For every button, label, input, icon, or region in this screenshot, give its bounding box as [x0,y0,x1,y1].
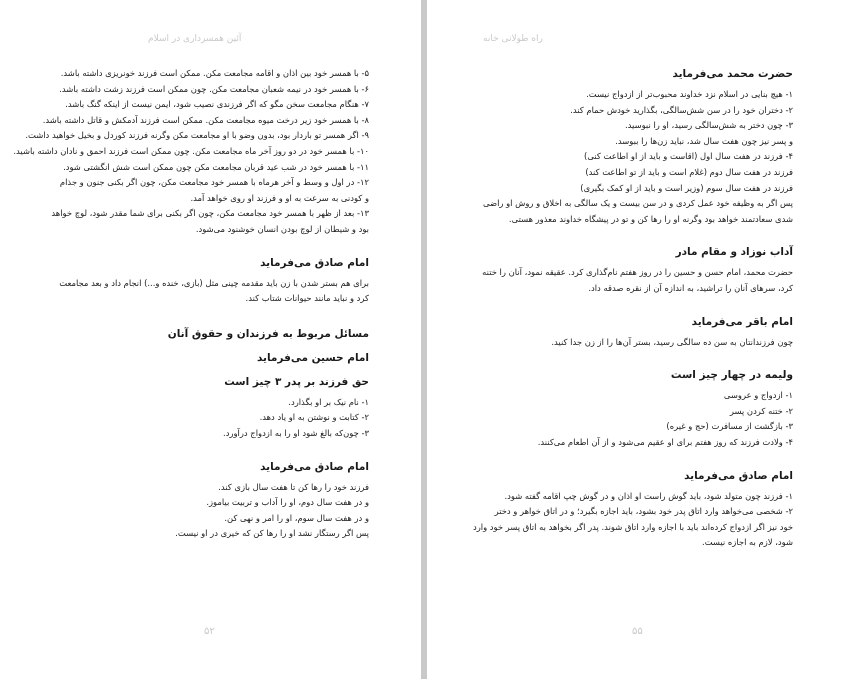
list-item: ۱۱- با همسر خود در شب عید قربان مجامعت مکن چون ممکن است شش انگشتی شود. [63,161,369,172]
text-line: خود نیز اگر ازدواج کرده‌اند باید با اجازه وارد اتاق شوند. پدر اگر بخواهد به اتاق پسر خود وارد [472,521,793,532]
left-list-1 [13,66,369,238]
text-line: ۲- شخصی می‌خواهد وارد اتاق پدر خود بشود، باید اجازه بگیرد؛ و در اتاق خواهر و دختر [494,506,793,517]
right-list-2 [473,388,793,450]
section-heading: ولیمه در چهار چیز است [670,369,793,382]
list-item: ۸- با همسر خود زیر درخت میوه مجامعت مکن. ممکن است فرزند آدمکش و قاتل داشته باشد. [42,114,369,125]
text-line: پس اگر رستگار نشد او را رها کن که خیری در او نیست. [175,528,369,539]
text-line: چون فرزندانتان به سن ده سالگی رسید، بستر آن‌ها را از زن جدا کنید. [551,336,793,347]
list-item: بود و شیطان از لوچ بودن انسان خوشنود می‌شود. [195,223,369,234]
list-item: ۱۰- با همسر خود در دو روز آخر ماه مجامعت مکن. چون ممکن است فرزند احمق و نادان داشته باشید. [13,145,369,156]
text-line: و در هفت سال دوم، او را آداب و تربیت بیاموز. [206,497,369,508]
list-item: ۹- اگر همسر تو باردار بود، بدون وضو با او مجامعت مکن وگرنه فرزند کوردل و بخیل خواهید داشت. [25,130,369,141]
right-paragraph-3 [473,489,793,551]
left-paragraph-2 [53,480,369,542]
text-line: شود، لازم به اجازه نیست. [702,537,793,548]
text-line: کرد و نباید مانند حیوانات شتاب کند. [245,293,369,304]
list-item: ۱۲- در اول و وسط و آخر هرماه با همسر خود مجامعت مکن، چون اگر بکنی جنون و جذام [59,177,369,188]
section-heading: امام صادق می‌فرماید [260,256,369,269]
list-item: شدی سعادتمند خواهد بود وگرنه او را رها کن و تو در پیشگاه خداوند معذور هستی. [508,213,793,224]
list-item: ۳- چون‌که بالغ شود او را به ازدواج درآورد. [223,427,369,438]
text-line: برای هم بستر شدن با زن باید مقدمه چینی مثل (بازی، خنده و...) انجام داد و بعد مجامعت [59,277,369,288]
list-item: ۶- با همسر خود در نیمه شعبان مجامعت مکن. چون ممکن است فرزند زشت داشته باشد. [59,83,369,94]
right-running-header: راه طولانی خانه [483,34,543,44]
text-line: فرزند خود را رها کن تا هفت سال بازی کند. [218,481,369,492]
list-item: فرزند در هفت سال سوم (وزیر است و باید از او کمک بگیری) [580,182,793,193]
list-item: ۴- ولادت فرزند که روز هفتم برای او عقیم می‌شود و از آن اطعام می‌کنند. [537,436,793,447]
list-item: و کودنی به سرعت به او و فرزند او روی خواهد آمد. [190,192,369,203]
section-heading: حضرت محمد می‌فرماید [672,68,793,80]
section-heading: امام باقر می‌فرماید [691,315,793,328]
text-line: ۱- فرزند چون متولد شود، باید گوش راست او اذان و در گوش چپ اقامه گفته شود. [504,490,793,501]
text-line: حضرت محمد، امام حسن و حسین را در روز هفتم نام‌گذاری کرد. عقیقه نمود، آنان را ختنه [482,267,793,278]
section-heading: امام صادق می‌فرماید [684,469,793,482]
list-item: ۵- با همسر خود بین اذان و اقامه مجامعت مکن. ممکن است فرزند خونریزی داشته باشد. [60,68,369,78]
right-page-number: ۵۵ [632,626,643,637]
left-page-number: ۵۲ [204,626,215,637]
list-item: و پسر نیز چون هفت سال شد، نباید زن‌ها را ببوسد. [615,135,793,146]
list-item: ۱- ازدواج و عروسی [723,390,793,401]
list-item: ۱- نام نیک بر او بگذارد. [288,396,369,407]
list-item: ۱- هیچ بنایی در اسلام نزد خداوند محبوب‌تر از ازدواج نیست. [586,89,793,99]
left-page [0,0,421,679]
section-heading: مسائل مربوط به فرزندان و حقوق آنان [167,327,369,340]
list-item: ۴- فرزند در هفت سال اول (اقاست و باید از او اطاعت کنی) [584,151,793,162]
list-item: ۱۳- بعد از ظهر با همسر خود مجامعت مکن، چون اگر بکنی برای شما مقدر شود، لوچ خواهد [51,208,369,219]
left-paragraph-1 [53,276,369,307]
left-page-content [13,66,369,542]
section-heading: امام حسین می‌فرماید [256,351,369,364]
list-item: ۷- هنگام مجامعت سخن مگو که اگر فرزندی نصیب شود، ایمن نیست از اینکه گنگ باشد. [65,99,369,110]
list-item: فرزند در هفت سال دوم (غلام است و باید از تو اطاعت کند) [585,166,793,177]
list-item: ۲- دختران خود را در سن شش‌سالگی، بگذارید خودش حمام کند. [570,104,793,115]
section-heading: حق فرزند بر پدر ۳ چیز است [224,375,369,388]
right-list-1 [473,87,793,227]
list-item: ۳- بازگشت از مسافرت (حج و غیره) [666,421,793,432]
right-page [427,0,845,679]
list-item: ۳- چون دختر به شش‌سالگی رسید، او را نبوسید. [625,120,793,131]
section-heading: امام صادق می‌فرماید [260,460,369,473]
text-line: کرد، سرهای آنان را تراشید، به اندازه آن از نقره صدقه داد. [588,282,793,293]
right-paragraph-1 [473,265,793,296]
right-page-content [473,66,793,551]
section-heading: آداب نوزاد و مقام مادر [675,246,793,259]
list-item: ۲- ختنه کردن پسر [729,405,793,416]
left-running-header: آئین همسرداری در اسلام [148,34,242,44]
list-item: پس اگر به وظیفه خود عمل کردی و در سن بیست و یک سالگی به اخلاق و روش او راضی [483,198,793,209]
left-list-2 [53,395,369,442]
right-paragraph-2 [473,335,793,351]
text-line: و در هفت سال سوم، او را امر و نهی کن. [224,512,369,523]
list-item: ۲- کتابت و نوشتن به او یاد دهد. [259,412,369,423]
